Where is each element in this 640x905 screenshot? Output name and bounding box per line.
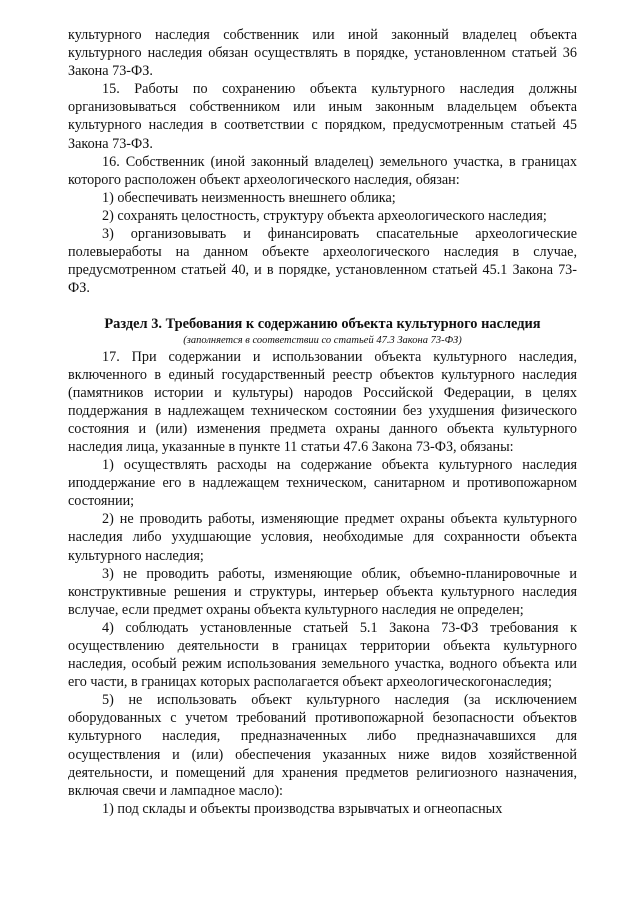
paragraph-17-item-4: 4) соблюдать установленные статьей 5.1 Закона 73-ФЗ требования к осуществлению деятельности в границах территории объекта культурного наследия, особый режим использования земельного участка, водного объекта или его части, в границах которых располагается объект археологическогонаследия; [68,619,577,691]
paragraph-17-item-1: 1) осуществлять расходы на содержание объекта культурного наследия иподдержание его в надлежащем техническом, санитарном и противопожарном состоянии; [68,457,577,510]
paragraph-15: 15. Работы по сохранению объекта культурного наследия должны организовываться собственником или иным законным владельцем объекта культурного наследия в соответствии с порядком, предусмотренным статьей 45 Закона 73-ФЗ. [68,81,577,152]
paragraph-17-item-5-sub-1: 1) под склады и объекты производства взрывчатых и огнеопасных [102,800,503,817]
document-body [68,26,577,818]
paragraph-16-item-1: 1) обеспечивать неизменность внешнего облика; [102,189,396,206]
paragraph-17-item-5: 5) не использовать объект культурного наследия (за исключением оборудованных с учетом требований противопожарной безопасности объектов культурного наследия, предназначенных либо предназначавшихся для осуществления и (или) обеспечения указанных ниже видов хозяйственной деятельности, и помещений для хранения предметов религиозного назначения, включая свечи и лампадное масло): [68,692,577,799]
section-title: Раздел 3. Требования к содержанию объекта культурного наследия [104,316,541,333]
paragraph-16-item-3: 3) организовывать и финансировать спасательные археологические полевыеработы на данном объекте археологического наследия в случае, предусмотренном статьей 40, и в порядке, установленном статьей 45.1 Закона 73-ФЗ. [68,226,577,297]
paragraph-17-item-3: 3) не проводить работы, изменяющие облик, объемно-планировочные и конструктивные решения и структуры, интерьер объекта культурного наследия вслучае, если предмет охраны объекта культурного наследия не определен; [68,565,577,618]
section-subtitle: (заполняется в соответствии со статьей 47.3 Закона 73-ФЗ) [183,334,462,346]
paragraph-17-item-2: 2) не проводить работы, изменяющие предмет охраны объекта культурного наследия либо ухудшающие условия, необходимые для сохранности объекта культурного наследия; [68,511,577,564]
paragraph-17: 17. При содержании и использовании объекта культурного наследия, включенного в единый государственный реестр объектов культурного наследия (памятников истории и культуры) народов Российской Федерации, в целях поддержания в надлежащем техническом состоянии без ухудшения физического состояния и (или) изменения предмета охраны данного объекта культурного наследия лица, указанные в пункте 11 статьи 47.6 Закона 73-ФЗ, обязаны: [68,348,577,455]
paragraph-16-item-2: 2) сохранять целостность, структуру объекта археологического наследия; [102,207,547,224]
paragraph-16: 16. Собственник (иной законный владелец) земельного участка, в границах которого расположен объект археологического наследия, обязан: [68,153,577,188]
paragraph-continuation: культурного наследия собственник или иной законный владелец объекта культурного наследия обязан осуществлять в порядке, установленном статьей 36 Закона 73-ФЗ. [68,27,577,80]
